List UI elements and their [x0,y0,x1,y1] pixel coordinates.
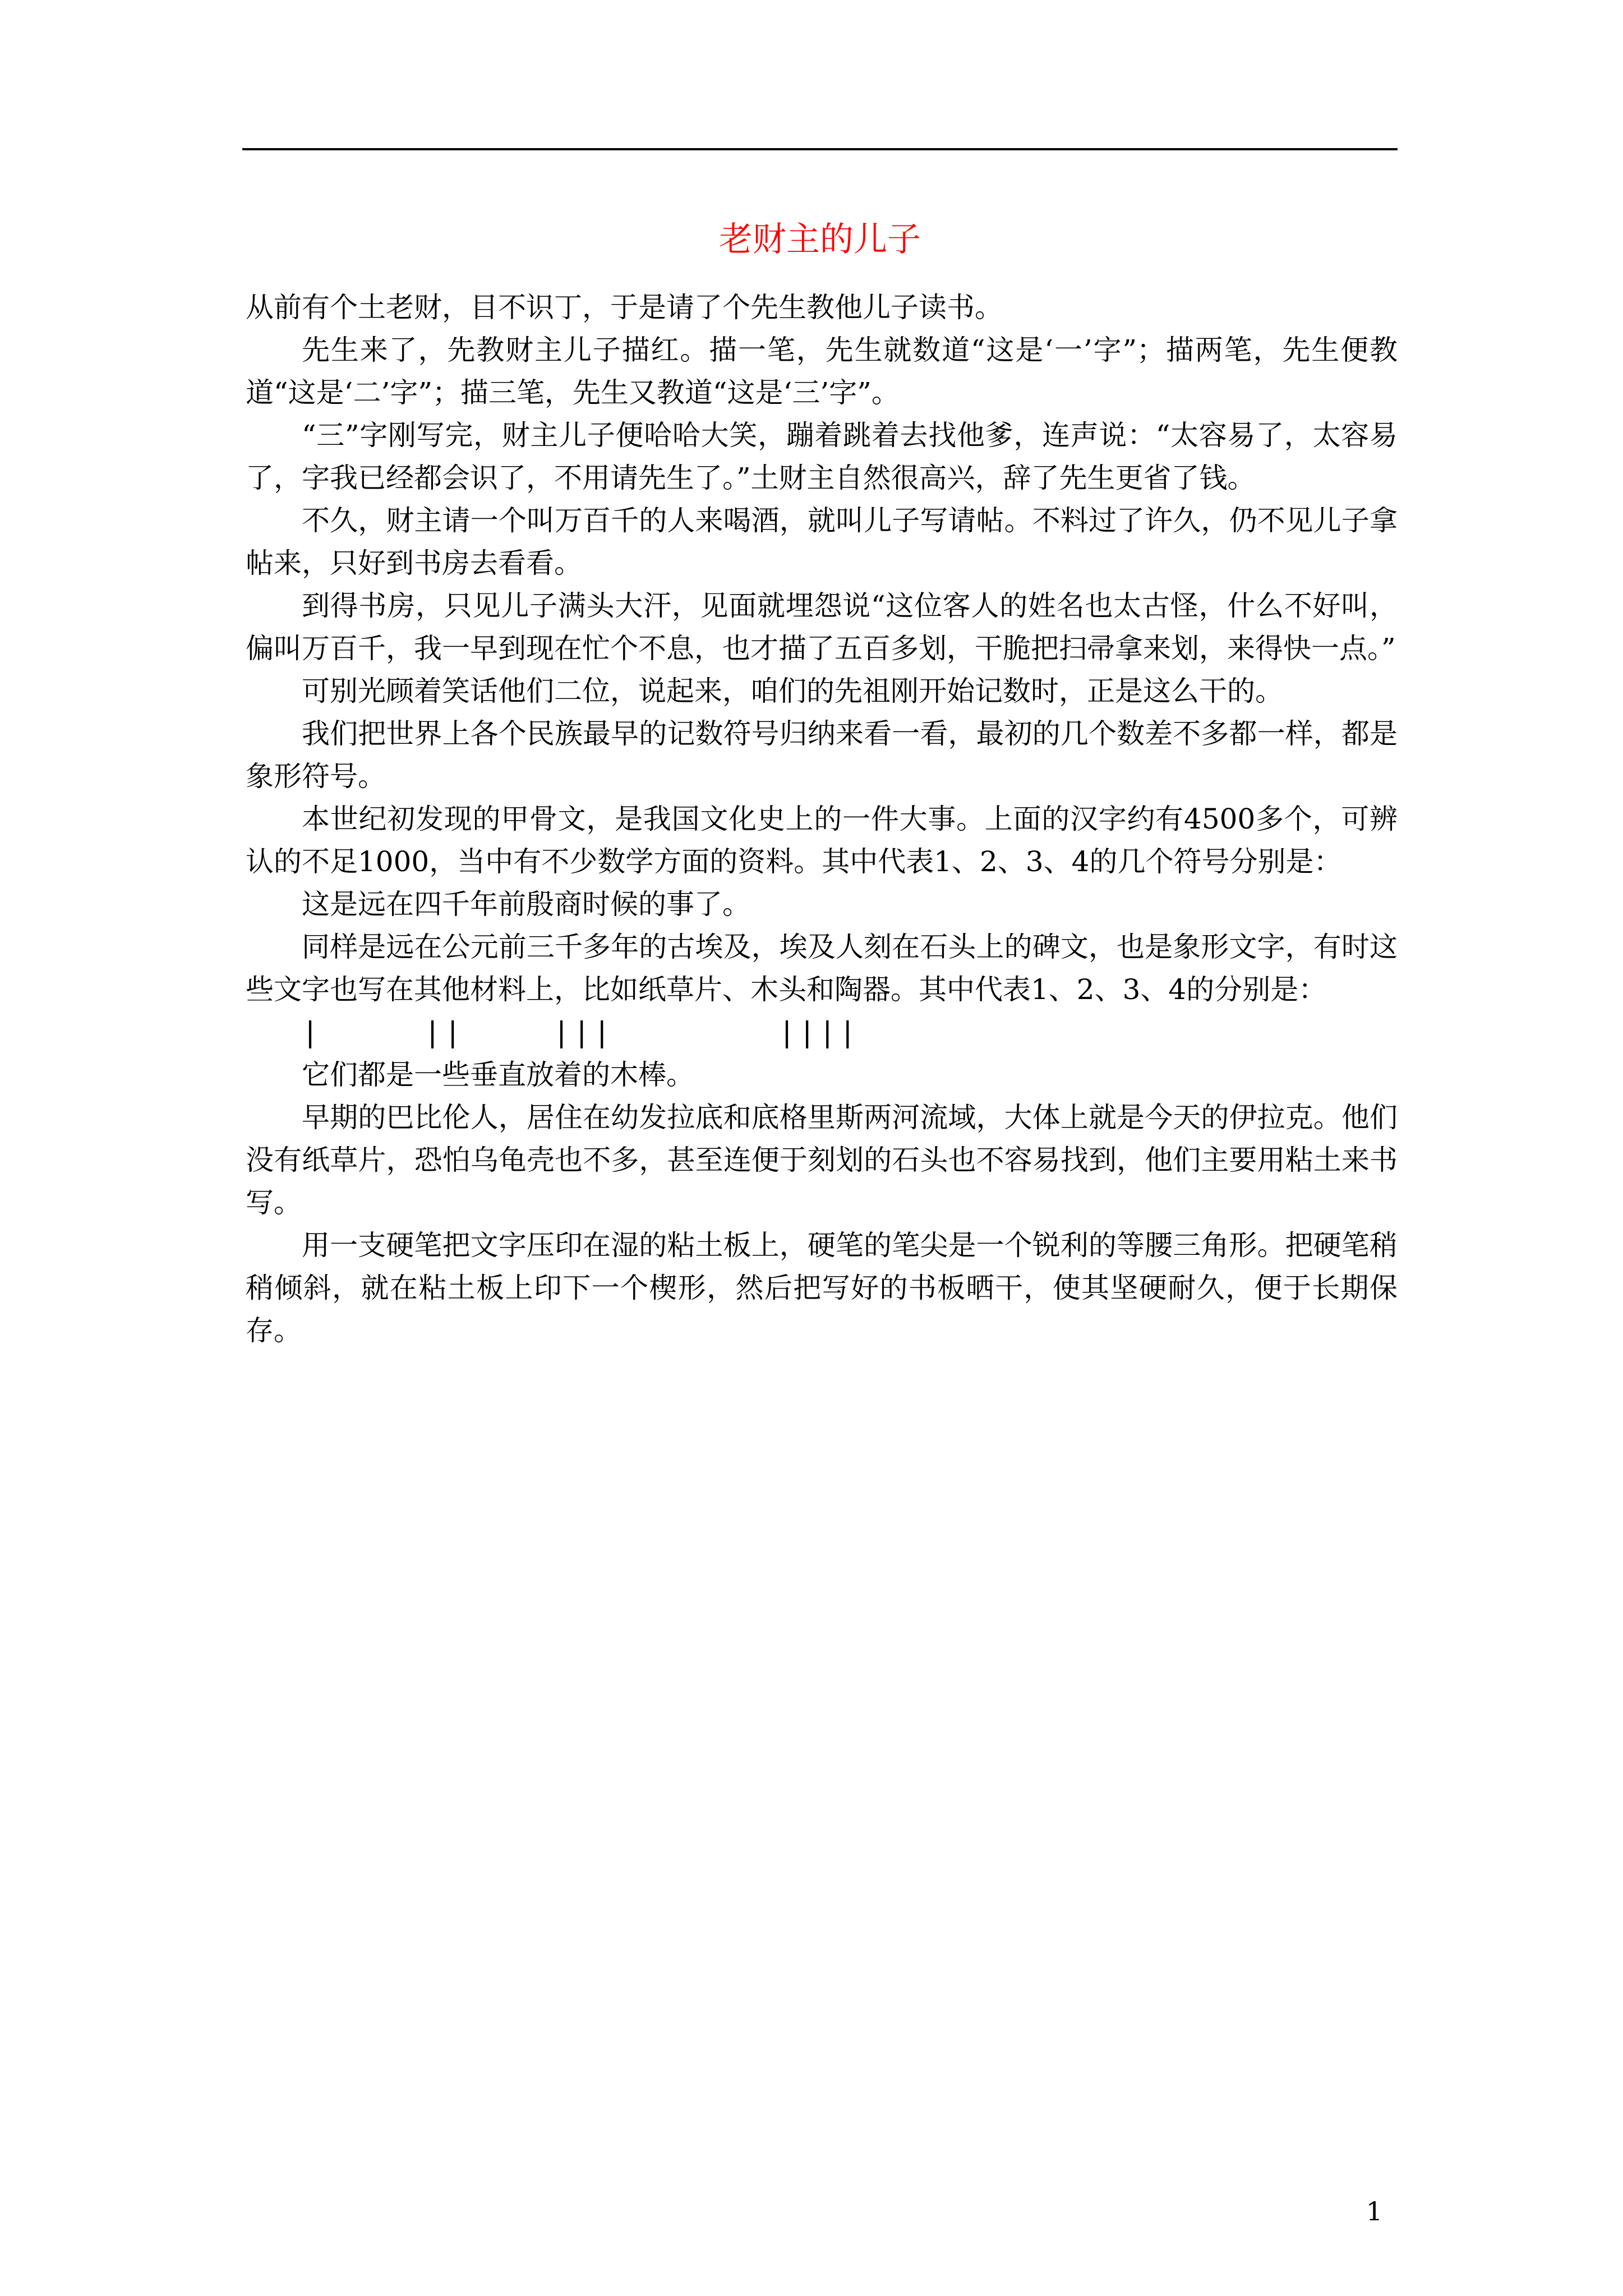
paragraph-9: 这是远在四千年前殷商时候的事了。 [302,888,750,921]
tally-two: || [424,1016,465,1048]
paragraph-10: 同样是远在公元前三千多年的古埃及，埃及人刻在石头上的碑文，也是象形文字，有时这些文字也写在其他材料上，比如纸草片、木头和陶器。其中代表1、2、3、4的分别是： [246,931,1398,1006]
paragraph-6: 可别光顾着笑话他们二位，说起来，咱们的先祖刚开始记数时，正是这么干的。 [302,675,1283,707]
document-title: 老财主的儿子 [719,220,921,259]
paragraph-4: 不久，财主请一个叫万百千的人来喝酒，就叫儿子写请帖。不料过了许久，仍不见儿子拿帖来，只好到书房去看看。 [246,504,1398,579]
paragraph-2: 先生来了，先教财主儿子描红。描一笔，先生就数道“这是‘一’字”；描两笔，先生便教道“这是‘二’字”；描三笔，先生又教道“这是‘三’字”。 [246,334,1398,409]
tally-three: ||| [553,1016,614,1048]
paragraph-5: 到得书房，只见儿子满头大汗，见面就埋怨说“这位客人的姓名也太古怪，什么不好叫，偏叫万百千，我一早到现在忙个不息，也才描了五百多划，干脆把扫帚拿来划，来得快一点。” [246,590,1398,665]
paragraph-13: 用一支硬笔把文字压印在湿的粘土板上，硬笔的笔尖是一个锐利的等腰三角形。把硬笔稍稍倾斜，就在粘土板上印下一个楔形，然后把写好的书板晒干，使其坚硬耐久，便于长期保存。 [246,1229,1398,1347]
paragraph-3: “三”字刚写完，财主儿子便哈哈大笑，蹦着跳着去找他爹，连声说：“太容易了，太容易了，字我已经都会识了，不用请先生了。”土财主自然很高兴，辞了先生更省了钱。 [246,419,1398,494]
paragraph-11: 它们都是一些垂直放着的木棒。 [302,1059,694,1091]
paragraph-12: 早期的巴比伦人，居住在幼发拉底和底格里斯两河流域，大体上就是今天的伊拉克。他们没有纸草片，恐怕乌龟壳也不多，甚至连便于刻划的石头也不容易找到，他们主要用粘土来书写。 [246,1101,1398,1219]
page-number: 1 [1366,2196,1383,2226]
paragraph-8: 本世纪初发现的甲骨文，是我国文化史上的一件大事。上面的汉字约有4500多个，可辨认的不足1000，当中有不少数学方面的资料。其中代表1、2、3、4的几个符号分别是： [246,803,1398,878]
document-body [246,286,1398,1352]
paragraph-7: 我们把世界上各个民族最早的记数符号归纳来看一看，最初的几个数差不多都一样，都是象形符号。 [246,717,1398,793]
tally-one: | [302,1016,322,1048]
header-rule [242,148,1398,150]
tally-four: |||| [778,1016,860,1048]
tally-bars-row [246,1011,1398,1053]
paragraph-1: 从前有个土老财，目不识丁，于是请了个先生教他儿子读书。 [246,291,1003,324]
